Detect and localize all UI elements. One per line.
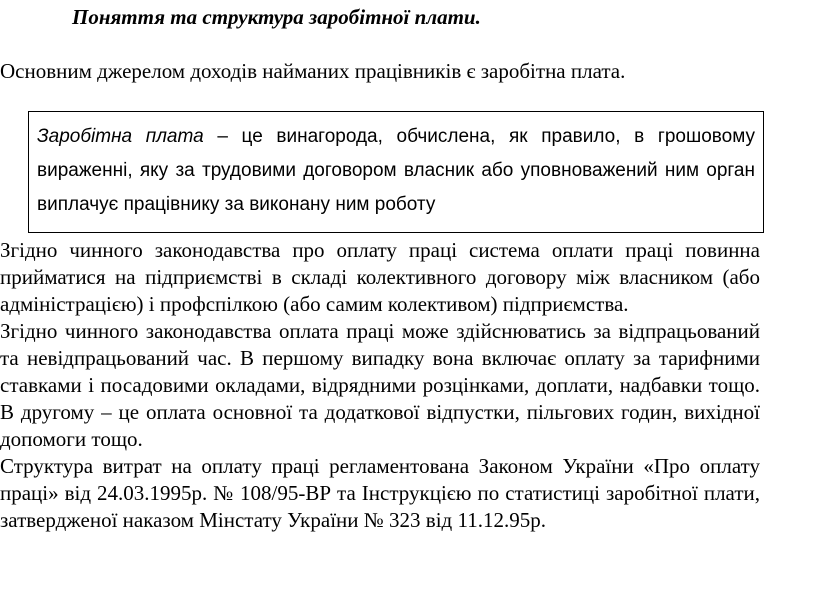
definition-text [37, 120, 755, 222]
paragraph-time: Згідно чинного законодавства оплата праці може здійснюватись за відпрацьований та невідпрацьований час. В першому випадку вона включає оплату за тарифними ставками і посадовими окладами, відрядними розцінками, доплати, надбавки тощо. В другому – це оплата основної та додаткової відпустки, пільгових годин, вихідної допомоги тощо. [0, 319, 760, 451]
page-title: Поняття та структура заробітної плати. [72, 5, 481, 29]
paragraph-structure: Структура витрат на оплату праці регламентована Законом України «Про оплату праці» від 24.03.1995р. № 108/95-ВР та Інструкцією по статистиці заробітної плати, затвердженої наказом Мінстату України № 323 від 11.12.95р. [0, 454, 760, 532]
intro-sentence: Основним джерелом доходів найманих працівників є заробітна плата. [0, 59, 626, 83]
definition-body: – це винагорода, обчислена, як правило, в грошовому вираженні, яку за трудовими договором власник або уповноважений ним орган виплачує працівнику за виконану ним роботу [37, 126, 755, 215]
paragraph-system: Згідно чинного законодавства про оплату праці система оплати праці повинна прийматися на підприємстві в складі колективного договору між власником (або адміністрацією) і профспілкою (або самим колективом) підприємства. [0, 238, 760, 316]
definition-box [28, 111, 764, 233]
definition-term: Заробітна плата [37, 126, 204, 147]
body-text [0, 237, 760, 534]
